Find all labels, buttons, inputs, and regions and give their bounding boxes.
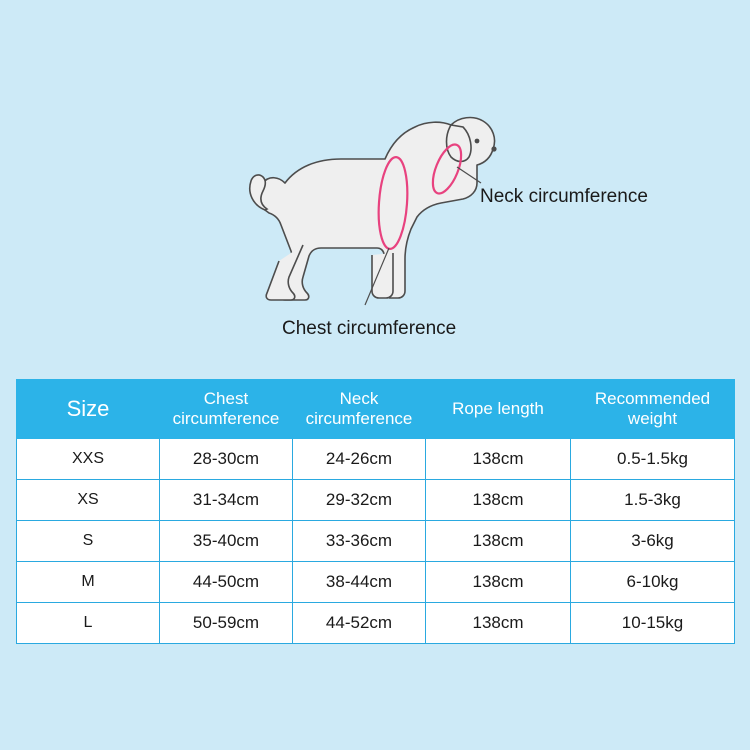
cell-size: L — [17, 603, 160, 644]
cell-weight: 10-15kg — [571, 603, 735, 644]
cell-chest: 31-34cm — [160, 480, 293, 521]
cell-neck: 29-32cm — [293, 480, 426, 521]
table-row — [17, 480, 735, 521]
size-table — [16, 379, 735, 644]
cell-rope: 138cm — [426, 480, 571, 521]
cell-chest: 44-50cm — [160, 562, 293, 603]
dog-illustration-area — [0, 0, 750, 370]
cell-weight: 3-6kg — [571, 521, 735, 562]
cell-size: XXS — [17, 439, 160, 480]
cell-size: S — [17, 521, 160, 562]
cell-rope: 138cm — [426, 603, 571, 644]
header-neck: Neck circumference — [293, 380, 426, 439]
cell-neck: 33-36cm — [293, 521, 426, 562]
dog-figure — [245, 105, 535, 315]
size-table-body — [17, 439, 735, 644]
cell-chest: 35-40cm — [160, 521, 293, 562]
header-row — [17, 380, 735, 439]
cell-weight: 1.5-3kg — [571, 480, 735, 521]
header-chest: Chest circumference — [160, 380, 293, 439]
neck-circumference-label: Neck circumference — [480, 186, 648, 207]
chest-circumference-label: Chest circumference — [282, 318, 457, 339]
dog-silhouette — [250, 118, 497, 300]
table-row — [17, 562, 735, 603]
cell-size: M — [17, 562, 160, 603]
cell-rope: 138cm — [426, 439, 571, 480]
header-recommended-weight: Recommended weight — [571, 380, 735, 439]
header-rope-length: Rope length — [426, 380, 571, 439]
table-row — [17, 603, 735, 644]
header-size: Size — [17, 380, 160, 439]
cell-rope: 138cm — [426, 562, 571, 603]
size-table-header — [17, 380, 735, 439]
cell-rope: 138cm — [426, 521, 571, 562]
cell-neck: 38-44cm — [293, 562, 426, 603]
cell-weight: 0.5-1.5kg — [571, 439, 735, 480]
cell-weight: 6-10kg — [571, 562, 735, 603]
cell-neck: 24-26cm — [293, 439, 426, 480]
cell-neck: 44-52cm — [293, 603, 426, 644]
cell-chest: 50-59cm — [160, 603, 293, 644]
cell-chest: 28-30cm — [160, 439, 293, 480]
table-row — [17, 521, 735, 562]
table-row — [17, 439, 735, 480]
cell-size: XS — [17, 480, 160, 521]
size-table-wrapper — [16, 379, 734, 644]
